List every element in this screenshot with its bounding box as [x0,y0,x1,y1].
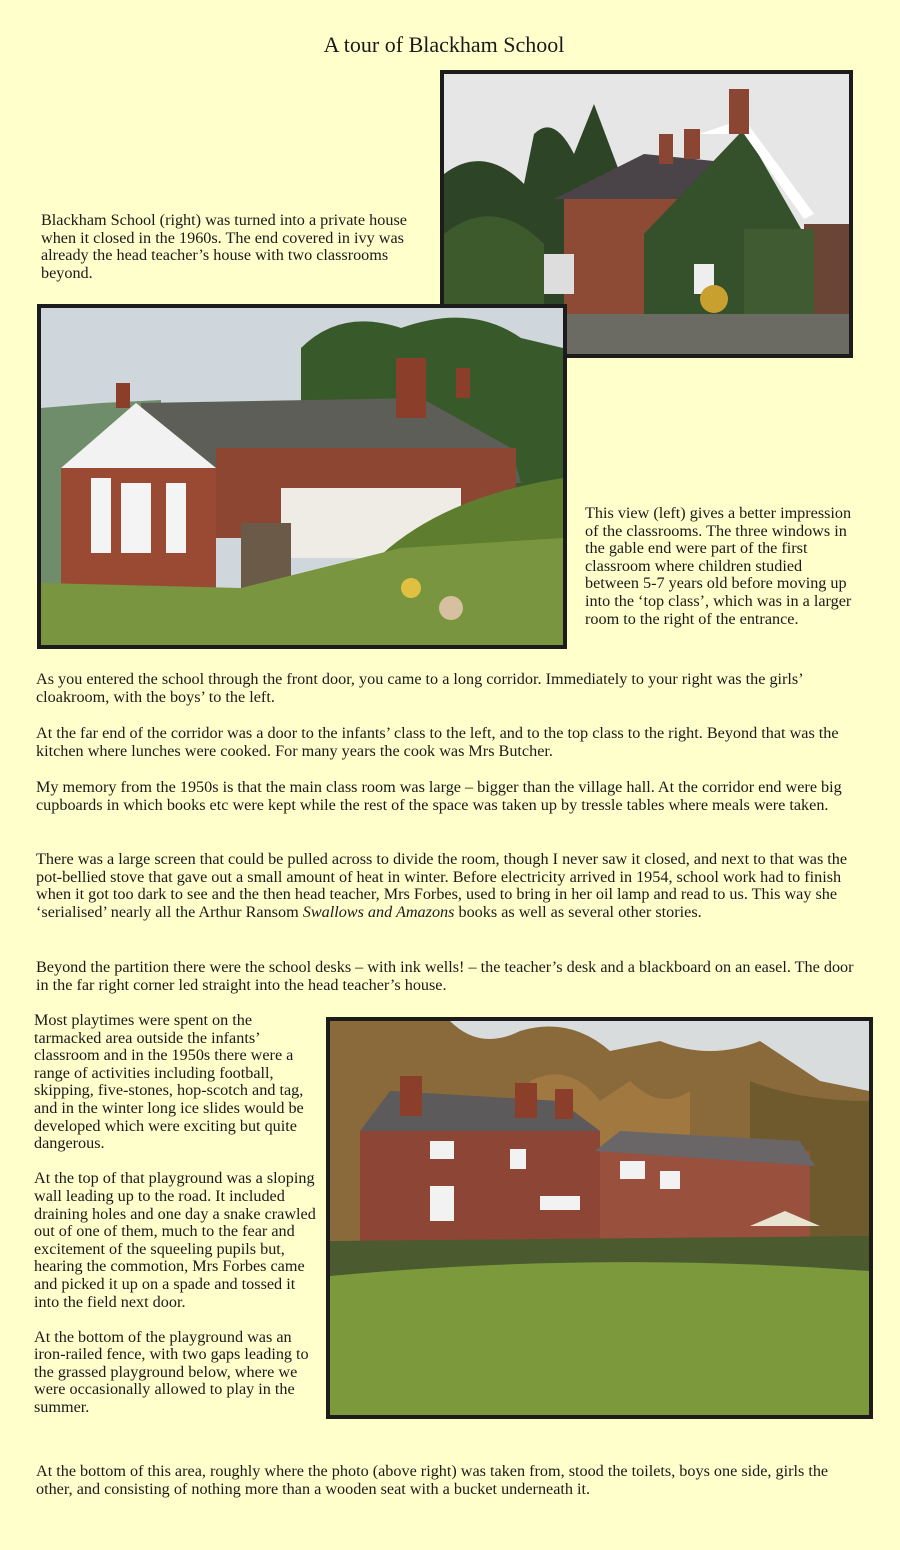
caption-middle-right: This view (left) gives a better impression of the classrooms. The three windows in the gable end were part of the first classroom where children studied between 5-7 years old before moving up into the ‘top class’, which was in a larger room to the right of the entrance. [585,504,852,628]
paragraph-partition: Beyond the partition there were the school desks – with ink wells! – the teacher’s desk and a blackboard on an easel. The door in the far right corner led straight into the head teacher’s house. [36,958,854,994]
paragraph-far-end: At the far end of the corridor was a door to the infants’ class to the left, and to the top class to the right. Beyond that was the kitchen where lunches were cooked. For many years the cook was Mrs Butcher. [36,724,839,760]
paragraph-playtimes: Most playtimes were spent on the tarmacked area outside the infants’ classroom and in the 1950s there were a range of activities including football, skipping, five-stones, hop-scotch and tag, and in the winter long ice slides would be developed which were exciting but quite dangerous. [34,1011,304,1153]
page-title: A tour of Blackham School [323,32,565,57]
side-column [34,1012,319,1417]
paragraph-iron-fence: At the bottom of the playground was an iron-railed fence, with two gaps leading to the grassed playground below, where we were occasionally allowed to play in the summer. [34,1327,309,1417]
paragraph-sloping-wall: At the top of that playground was a sloping wall leading up to the road. It included draining holes and one day a snake crawled out of one of them, much to the fear and excitement of the squeeling pupils but, hearing the commotion, Mrs Forbes came and picked it up on a spade and tossed it into the field next door. [34,1169,316,1311]
caption-top-left: Blackham School (right) was turned into a private house when it closed in the 1960s. The end covered in ivy was already the head teacher’s house with two classrooms beyond. [41,211,407,282]
paragraph-corridor: As you entered the school through the front door, you came to a long corridor. Immediately to your right was the girls’ cloakroom, with the boys’ to the left. [36,670,803,706]
paragraph-screen-stove [36,851,864,921]
photo-gable-end [37,304,567,649]
photo-garden-view [326,1017,873,1419]
book-title: Swallows and Amazons [302,902,455,921]
paragraph-screen-stove-part2: books as well as several other stories. [454,902,702,921]
paragraph-screen-stove-part1: There was a large screen that could be pulled across to divide the room, though I never saw it closed, and next to that was the pot-bellied stove that gave out a small amount of heat in winter. Before electricity arrived in 1954, school work had to finish when it got too dark to see and the then head teacher, Mrs Forbes, used to bring in her oil lamp and read to us. This way she ‘serialised’ nearly all the Arthur Ransom [36,850,848,921]
paragraph-toilets: At the bottom of this area, roughly where the photo (above right) was taken from, stood the toilets, boys one side, girls the other, and consisting of nothing more than a wooden seat with a bucket underneath it. [36,1462,829,1498]
paragraph-main-classroom: My memory from the 1950s is that the main class room was large – bigger than the village hall. At the corridor end were big cupboards in which books etc were kept while the rest of the space was taken up by tressle tables where meals were taken. [36,778,842,814]
